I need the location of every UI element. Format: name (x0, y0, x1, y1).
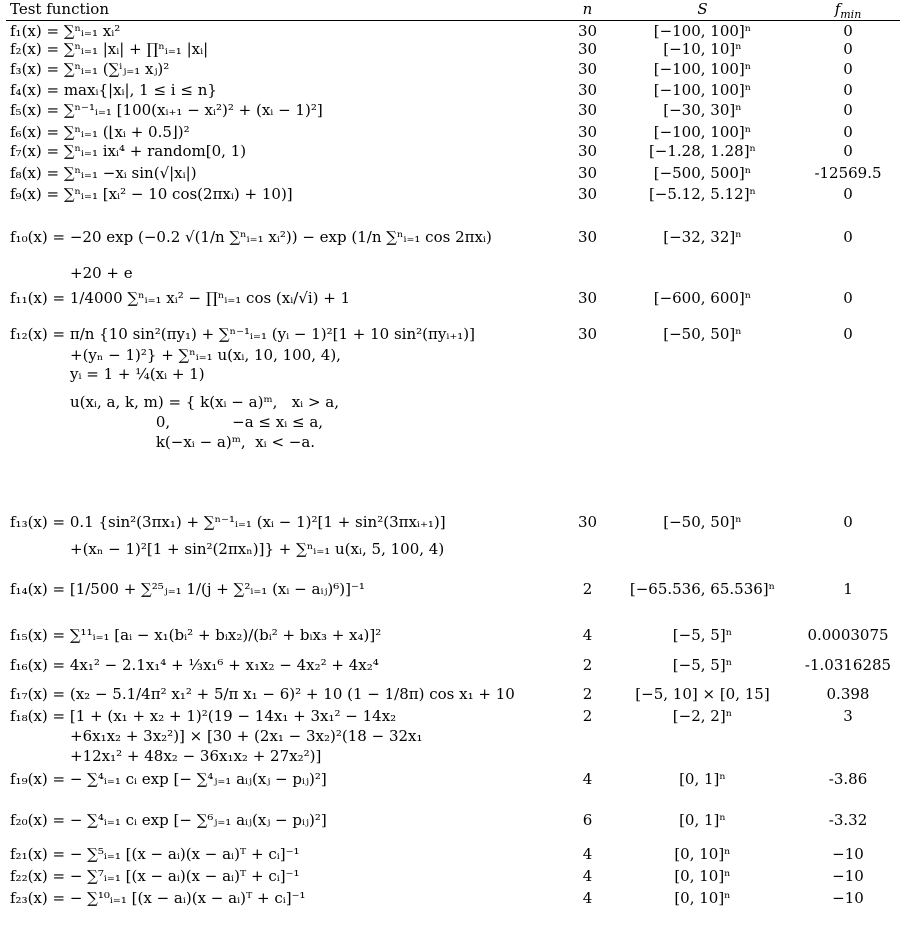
dimension-cell: 4 (582, 867, 593, 885)
function-formula-continuation: +(xₙ − 1)²[1 + sin²(2πxₙ)]} + ∑ⁿᵢ₌₁ u(xᵢ, 5, 100, 4) (70, 540, 445, 558)
search-space-cell: [−5, 10] × [0, 15] (635, 685, 770, 703)
search-space-cell: [0, 1]ⁿ (679, 770, 726, 788)
function-formula: f₈(x) = ∑ⁿᵢ₌₁ −xᵢ sin(√|xᵢ|) (10, 164, 197, 182)
fmin-cell: -3.86 (828, 770, 868, 788)
fmin-cell: 0 (843, 513, 853, 531)
dimension-cell: 30 (577, 81, 598, 99)
search-space-cell: [0, 10]ⁿ (674, 867, 731, 885)
fmin-cell: 0 (843, 101, 853, 119)
function-formula: f₂(x) = ∑ⁿᵢ₌₁ |xᵢ| + ∏ⁿᵢ₌₁ |xᵢ| (10, 40, 209, 58)
function-formula: f₁₄(x) = [1/500 + ∑²⁵ⱼ₌₁ 1/(j + ∑²ᵢ₌₁ (xᵢ − aᵢⱼ)⁶)]⁻¹ (10, 580, 365, 598)
dimension-cell: 30 (577, 40, 598, 58)
fmin-cell: 0 (843, 123, 853, 141)
fmin-cell: -3.32 (828, 811, 868, 829)
function-formula: f₁₉(x) = − ∑⁴ᵢ₌₁ cᵢ exp [− ∑⁴ⱼ₌₁ aᵢⱼ(xⱼ − pᵢⱼ)²] (10, 770, 327, 788)
dimension-cell: 2 (582, 707, 593, 725)
dimension-cell: 30 (577, 513, 598, 531)
dimension-cell: 2 (582, 656, 593, 674)
function-formula-continuation: +12x₁² + 48x₂ − 36x₁x₂ + 27x₂²)] (70, 747, 322, 765)
function-formula: f₄(x) = maxᵢ{|xᵢ|, 1 ≤ i ≤ n} (10, 81, 217, 99)
function-formula-continuation: u(xᵢ, a, k, m) = { k(xᵢ − a)ᵐ, xᵢ > a, (70, 393, 340, 411)
function-formula: f₁₂(x) = π/n {10 sin²(πy₁) + ∑ⁿ⁻¹ᵢ₌₁ (yᵢ − 1)²[1 + 10 sin²(πyᵢ₊₁)] (10, 325, 475, 343)
fmin-cell: −10 (832, 867, 864, 885)
search-space-cell: [−100, 100]ⁿ (653, 81, 752, 99)
search-space-cell: [−100, 100]ⁿ (653, 22, 752, 40)
header-test-function: Test function (10, 0, 110, 18)
fmin-cell: 0 (843, 40, 853, 58)
fmin-cell: 1 (843, 580, 853, 598)
dimension-cell: 30 (577, 22, 598, 40)
search-space-cell: [0, 1]ⁿ (679, 811, 726, 829)
search-space-cell: [−50, 50]ⁿ (663, 513, 742, 531)
function-formula: f₂₃(x) = − ∑¹⁰ᵢ₌₁ [(x − aᵢ)(x − aᵢ)ᵀ + cᵢ]⁻¹ (10, 889, 306, 907)
search-space-cell: [−5, 5]ⁿ (672, 656, 733, 674)
search-space-cell: [−500, 500]ⁿ (653, 164, 752, 182)
dimension-cell: 30 (577, 60, 598, 78)
function-formula: f₉(x) = ∑ⁿᵢ₌₁ [xᵢ² − 10 cos(2πxᵢ) + 10)] (10, 185, 293, 203)
fmin-cell: 0 (843, 228, 853, 246)
fmin-cell: 0 (843, 22, 853, 40)
function-formula-continuation: yᵢ = 1 + ¼(xᵢ + 1) (70, 365, 205, 383)
dimension-cell: 30 (577, 123, 598, 141)
search-space-cell: [0, 10]ⁿ (674, 889, 731, 907)
function-formula: f₁₁(x) = 1/4000 ∑ⁿᵢ₌₁ xᵢ² − ∏ⁿᵢ₌₁ cos (xᵢ/√i) + 1 (10, 289, 351, 307)
function-formula: f₆(x) = ∑ⁿᵢ₌₁ (⌊xᵢ + 0.5⌋)² (10, 123, 190, 141)
search-space-cell: [−5, 5]ⁿ (672, 626, 733, 644)
function-formula: f₂₂(x) = − ∑⁷ᵢ₌₁ [(x − aᵢ)(x − aᵢ)ᵀ + cᵢ]⁻¹ (10, 867, 300, 885)
dimension-cell: 4 (582, 626, 593, 644)
header-rule (6, 20, 900, 21)
function-formula: f₂₀(x) = − ∑⁴ᵢ₌₁ cᵢ exp [− ∑⁶ⱼ₌₁ aᵢⱼ(xⱼ − pᵢⱼ)²] (10, 811, 327, 829)
fmin-cell: 0 (843, 325, 853, 343)
dimension-cell: 6 (582, 811, 593, 829)
search-space-cell: [−100, 100]ⁿ (653, 60, 752, 78)
function-formula-continuation: +6x₁x₂ + 3x₂²)] × [30 + (2x₁ − 3x₂)²(18 − 32x₁ (70, 727, 423, 745)
fmin-cell: 0 (843, 142, 853, 160)
dimension-cell: 2 (582, 685, 593, 703)
dimension-cell: 4 (582, 770, 593, 788)
search-space-cell: [−50, 50]ⁿ (663, 325, 742, 343)
search-space-cell: [−65.536, 65.536]ⁿ (629, 580, 776, 598)
dimension-cell: 30 (577, 164, 598, 182)
function-formula: f₇(x) = ∑ⁿᵢ₌₁ ixᵢ⁴ + random[0, 1) (10, 142, 247, 160)
dimension-cell: 30 (577, 289, 598, 307)
function-formula-continuation: k(−xᵢ − a)ᵐ, xᵢ < −a. (70, 433, 316, 451)
search-space-cell: [−32, 32]ⁿ (663, 228, 742, 246)
function-formula: f₁₃(x) = 0.1 {sin²(3πx₁) + ∑ⁿ⁻¹ᵢ₌₁ (xᵢ − 1)²[1 + sin²(3πxᵢ₊₁)] (10, 513, 446, 531)
dimension-cell: 30 (577, 101, 598, 119)
function-formula: f₅(x) = ∑ⁿ⁻¹ᵢ₌₁ [100(xᵢ₊₁ − xᵢ²)² + (xᵢ − 1)²] (10, 101, 323, 119)
search-space-cell: [0, 10]ⁿ (674, 845, 731, 863)
dimension-cell: 30 (577, 142, 598, 160)
dimension-cell: 30 (577, 325, 598, 343)
search-space-cell: [−100, 100]ⁿ (653, 123, 752, 141)
table-header (0, 0, 906, 22)
fmin-cell: −10 (832, 845, 864, 863)
search-space-cell: [−10, 10]ⁿ (663, 40, 742, 58)
dimension-cell: 4 (582, 845, 593, 863)
function-formula: f₁₈(x) = [1 + (x₁ + x₂ + 1)²(19 − 14x₁ + 3x₁² − 14x₂ (10, 707, 397, 725)
function-formula: f₁(x) = ∑ⁿᵢ₌₁ xᵢ² (10, 22, 121, 40)
fmin-cell: 0 (843, 81, 853, 99)
search-space-cell: [−5.12, 5.12]ⁿ (648, 185, 757, 203)
dimension-cell: 30 (577, 228, 598, 246)
dimension-cell: 4 (582, 889, 593, 907)
function-formula: f₁₀(x) = −20 exp (−0.2 √(1/n ∑ⁿᵢ₌₁ xᵢ²)) − exp (1/n ∑ⁿᵢ₌₁ cos 2πxᵢ) (10, 228, 492, 246)
function-formula: f₂₁(x) = − ∑⁵ᵢ₌₁ [(x − aᵢ)(x − aᵢ)ᵀ + cᵢ]⁻¹ (10, 845, 300, 863)
fmin-cell: 0 (843, 289, 853, 307)
function-formula-continuation: 0, −a ≤ xᵢ ≤ a, (70, 413, 324, 431)
search-space-cell: [−1.28, 1.28]ⁿ (648, 142, 757, 160)
search-space-cell: [−30, 30]ⁿ (663, 101, 742, 119)
fmin-cell: −10 (832, 889, 864, 907)
function-formula: f₁₅(x) = ∑¹¹ᵢ₌₁ [aᵢ − x₁(bᵢ² + bᵢx₂)/(bᵢ² + bᵢx₃ + x₄)]² (10, 626, 382, 644)
fmin-cell: 0.398 (826, 685, 870, 703)
function-formula-continuation: +(yₙ − 1)²} + ∑ⁿᵢ₌₁ u(xᵢ, 10, 100, 4), (70, 346, 341, 364)
header-n: n (582, 0, 593, 18)
fmin-cell: -12569.5 (814, 164, 882, 182)
fmin-cell: 3 (843, 707, 853, 725)
function-formula-continuation: +20 + e (70, 264, 133, 282)
fmin-cell: 0 (843, 185, 853, 203)
fmin-cell: -1.0316285 (804, 656, 892, 674)
header-s: S (697, 0, 708, 18)
search-space-cell: [−2, 2]ⁿ (672, 707, 733, 725)
function-formula: f₃(x) = ∑ⁿᵢ₌₁ (∑ⁱⱼ₌₁ xⱼ)² (10, 60, 170, 78)
function-formula: f₁₇(x) = (x₂ − 5.1/4π² x₁² + 5/π x₁ − 6)² + 10 (1 − 1/8π) cos x₁ + 10 (10, 685, 515, 703)
dimension-cell: 2 (582, 580, 593, 598)
header-fmin: $f_{min}$ (834, 0, 862, 21)
fmin-cell: 0 (843, 60, 853, 78)
function-formula: f₁₆(x) = 4x₁² − 2.1x₁⁴ + ⅓x₁⁶ + x₁x₂ − 4x₂² + 4x₂⁴ (10, 656, 379, 674)
search-space-cell: [−600, 600]ⁿ (653, 289, 752, 307)
fmin-cell: 0.0003075 (807, 626, 889, 644)
dimension-cell: 30 (577, 185, 598, 203)
